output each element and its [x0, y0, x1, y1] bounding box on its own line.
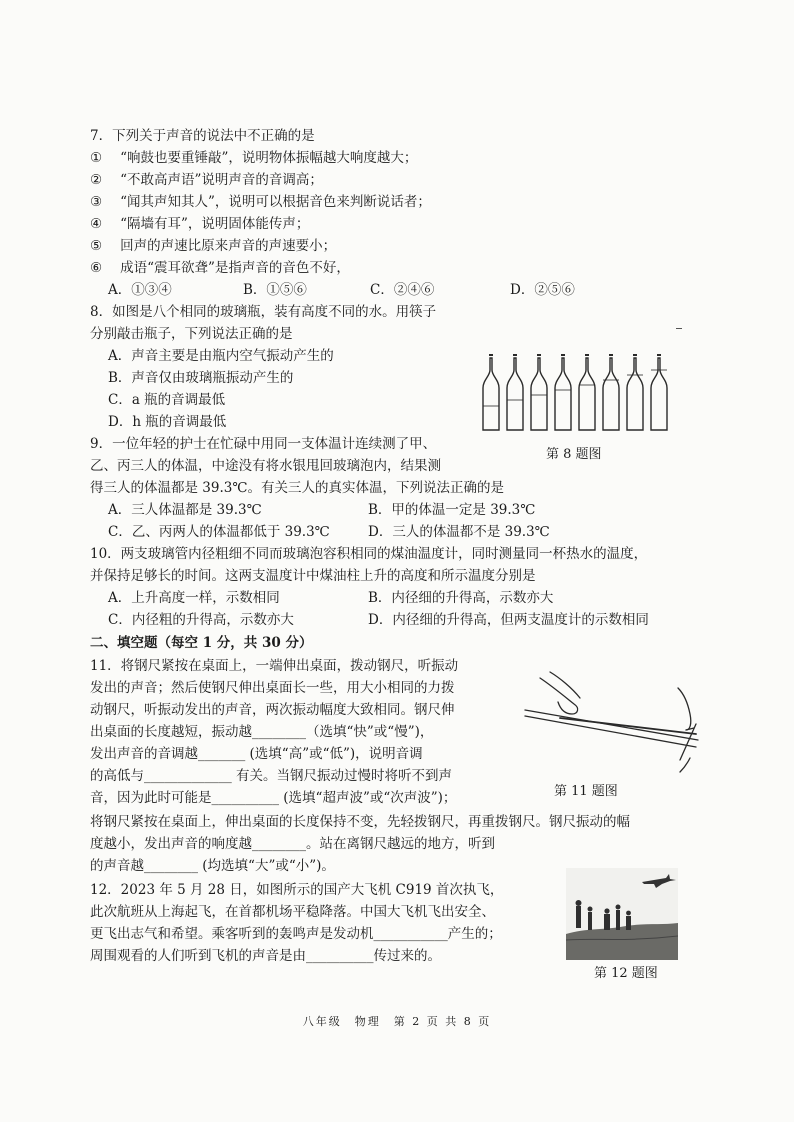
q7-item-text: 回声的声速比原来声音的声速要小；: [120, 238, 337, 254]
q11-line-5: 发出声音的音调越_______ (选填“高”或“低”)，说明音调: [90, 746, 423, 762]
q8-bottles-figure: [482, 340, 672, 435]
bottle-a: [483, 355, 499, 430]
q11-line-9: 度越小，发出声音的响度越________。站在离钢尺越远的地方，听到: [90, 836, 495, 852]
scan-speck: [676, 328, 682, 329]
q8-figure-caption: 第 8 题图: [546, 447, 602, 462]
q7-item-6: [90, 258, 350, 278]
q9-stem-line-3: 得三人的体温都是 39.3℃。有关三人的真实体温，下列说法正确的是: [90, 480, 504, 496]
q9-stem-line-2: 乙、丙三人的体温，中途没有将水银甩回玻璃泡内，结果测: [90, 458, 441, 474]
q7-item-2: [90, 170, 323, 190]
q9-option-c: C．乙、丙两人的体温都低于 39.3℃: [108, 524, 330, 540]
q8-option-a: A．声音主要是由瓶内空气振动产生的: [108, 348, 334, 364]
bottle-b: [507, 355, 523, 430]
q7-item-1: [90, 148, 417, 168]
q12-line-4: 周围观看的人们听到飞机的声音是由__________传过来的。: [90, 948, 441, 964]
bottle-d: [555, 355, 571, 430]
q11-line-1: 11．将钢尺紧按在桌面上，一端伸出桌面，拨动钢尺，听振动: [90, 658, 459, 674]
q10-stem-line-1: 10．两支玻璃管内径粗细不同而玻璃泡容积相同的煤油温度计，同时测量同一杯热水的温度，: [90, 546, 648, 562]
bottle-f: [603, 355, 619, 430]
q7-item-number: ③: [90, 194, 103, 210]
q7-item-number: ⑤: [90, 238, 103, 254]
q11-line-2: 发出的声音；然后使钢尺伸出桌面长一些，用大小相同的力拨: [90, 680, 455, 696]
q7-item-text: “不敢高声语”说明声音的音调高；: [120, 172, 323, 188]
q7-item-text: “闻其声知其人”，说明可以根据音色来判断说话者；: [120, 194, 431, 210]
q10-option-b: B．内径细的升得高，示数亦大: [368, 590, 554, 606]
q9-option-a: A．三人体温都是 39.3℃: [108, 502, 262, 518]
q7-item-text: “隔墙有耳”，说明固体能传声；: [120, 216, 310, 232]
q7-option-c: C．②④⑥: [370, 282, 435, 298]
q11-line-8: 将钢尺紧按在桌面上，伸出桌面的长度保持不变，先轻拨钢尺，再重拨钢尺。钢尺振动的幅: [90, 814, 630, 830]
q7-option-d: D．②⑤⑥: [510, 282, 575, 298]
q8-stem-line-1: 8．如图是八个相同的玻璃瓶，装有高度不同的水。用筷子: [90, 304, 437, 320]
q11-line-6: 的高低与_____________ 有关。当钢尺振动过慢时将听不到声: [90, 768, 453, 784]
bottle-g: [627, 355, 643, 430]
q11-line-10: 的声音越________ (均选填“大”或“小”)。: [90, 858, 335, 874]
q10-option-c: C．内径粗的升得高，示数亦大: [108, 612, 294, 628]
q9-option-b: B．甲的体温一定是 39.3℃: [368, 502, 536, 518]
q7-item-number: ④: [90, 216, 103, 232]
q8-option-d: D．h 瓶的音调最低: [108, 414, 227, 430]
q7-stem: 7．下列关于声音的说法中不正确的是: [90, 128, 315, 144]
q11-line-4: 出桌面的长度越短，振动越________（选填“快”或“慢”)，: [90, 724, 434, 740]
bottle-c: [531, 355, 547, 430]
q12-line-3: 更飞出志气和希望。乘客听到的轰鸣声是发动机___________产生的；: [90, 926, 502, 942]
q10-stem-line-2: 并保持足够长的时间。这两支温度计中煤油柱上升的高度和所示温度分别是: [90, 568, 536, 584]
q12-airplane-photo: [566, 868, 678, 960]
bottle-e: [579, 355, 595, 430]
q8-option-b: B．声音仅由玻璃瓶振动产生的: [108, 370, 294, 386]
q10-option-a: A．上升高度一样，示数相同: [108, 590, 280, 606]
q11-line-7: 音，因为此时可能是__________ (选填“超声波”或“次声波”)；: [90, 790, 457, 806]
q7-item-3: [90, 192, 431, 212]
q7-item-4: [90, 214, 309, 234]
q9-option-d: D．三人的体温都不是 39.3℃: [368, 524, 550, 540]
q7-item-number: ①: [90, 150, 103, 166]
page-footer: 八年级 物理 第 2 页 共 8 页: [302, 1015, 492, 1028]
q11-line-3: 动钢尺，听振动发出的声音，两次振动幅度大致相同。钢尺伸: [90, 702, 455, 718]
table-edge: [525, 710, 698, 740]
q7-option-a: A．①③④: [108, 282, 172, 298]
q7-item-number: ②: [90, 172, 103, 188]
q9-stem-line-1: 9．一位年轻的护士在忙碌中用同一支体温计连续测了甲、: [90, 436, 437, 452]
section-title: 二、填空题（每空 1 分，共 30 分）: [90, 635, 313, 651]
q7-item-text: 成语“震耳欲聋”是指声音的音色不好，: [120, 260, 350, 276]
q7-item-5: [90, 236, 336, 256]
q12-figure-caption: 第 12 题图: [594, 966, 658, 981]
q12-line-1: 12．2023 年 5 月 28 日，如图所示的国产大飞机 C919 首次执飞，: [90, 882, 504, 898]
q7-option-b: B．①⑤⑥: [243, 282, 307, 298]
q8-stem-line-2: 分别敲击瓶子，下列说法正确的是: [90, 326, 293, 342]
q7-item-number: ⑥: [90, 260, 103, 276]
q12-line-2: 此次航班从上海起飞，在首都机场平稳降落。中国大飞机飞出安全、: [90, 904, 495, 920]
q11-ruler-figure: [520, 668, 710, 773]
bottle-h: [651, 355, 667, 430]
q8-option-c: C．a 瓶的音调最低: [108, 392, 226, 408]
q7-item-text: “响鼓也要重锤敲”，说明物体振幅越大响度越大；: [120, 150, 418, 166]
q10-option-d: D．内径细的升得高，但两支温度计的示数相同: [368, 612, 649, 628]
q11-figure-caption: 第 11 题图: [554, 784, 618, 799]
